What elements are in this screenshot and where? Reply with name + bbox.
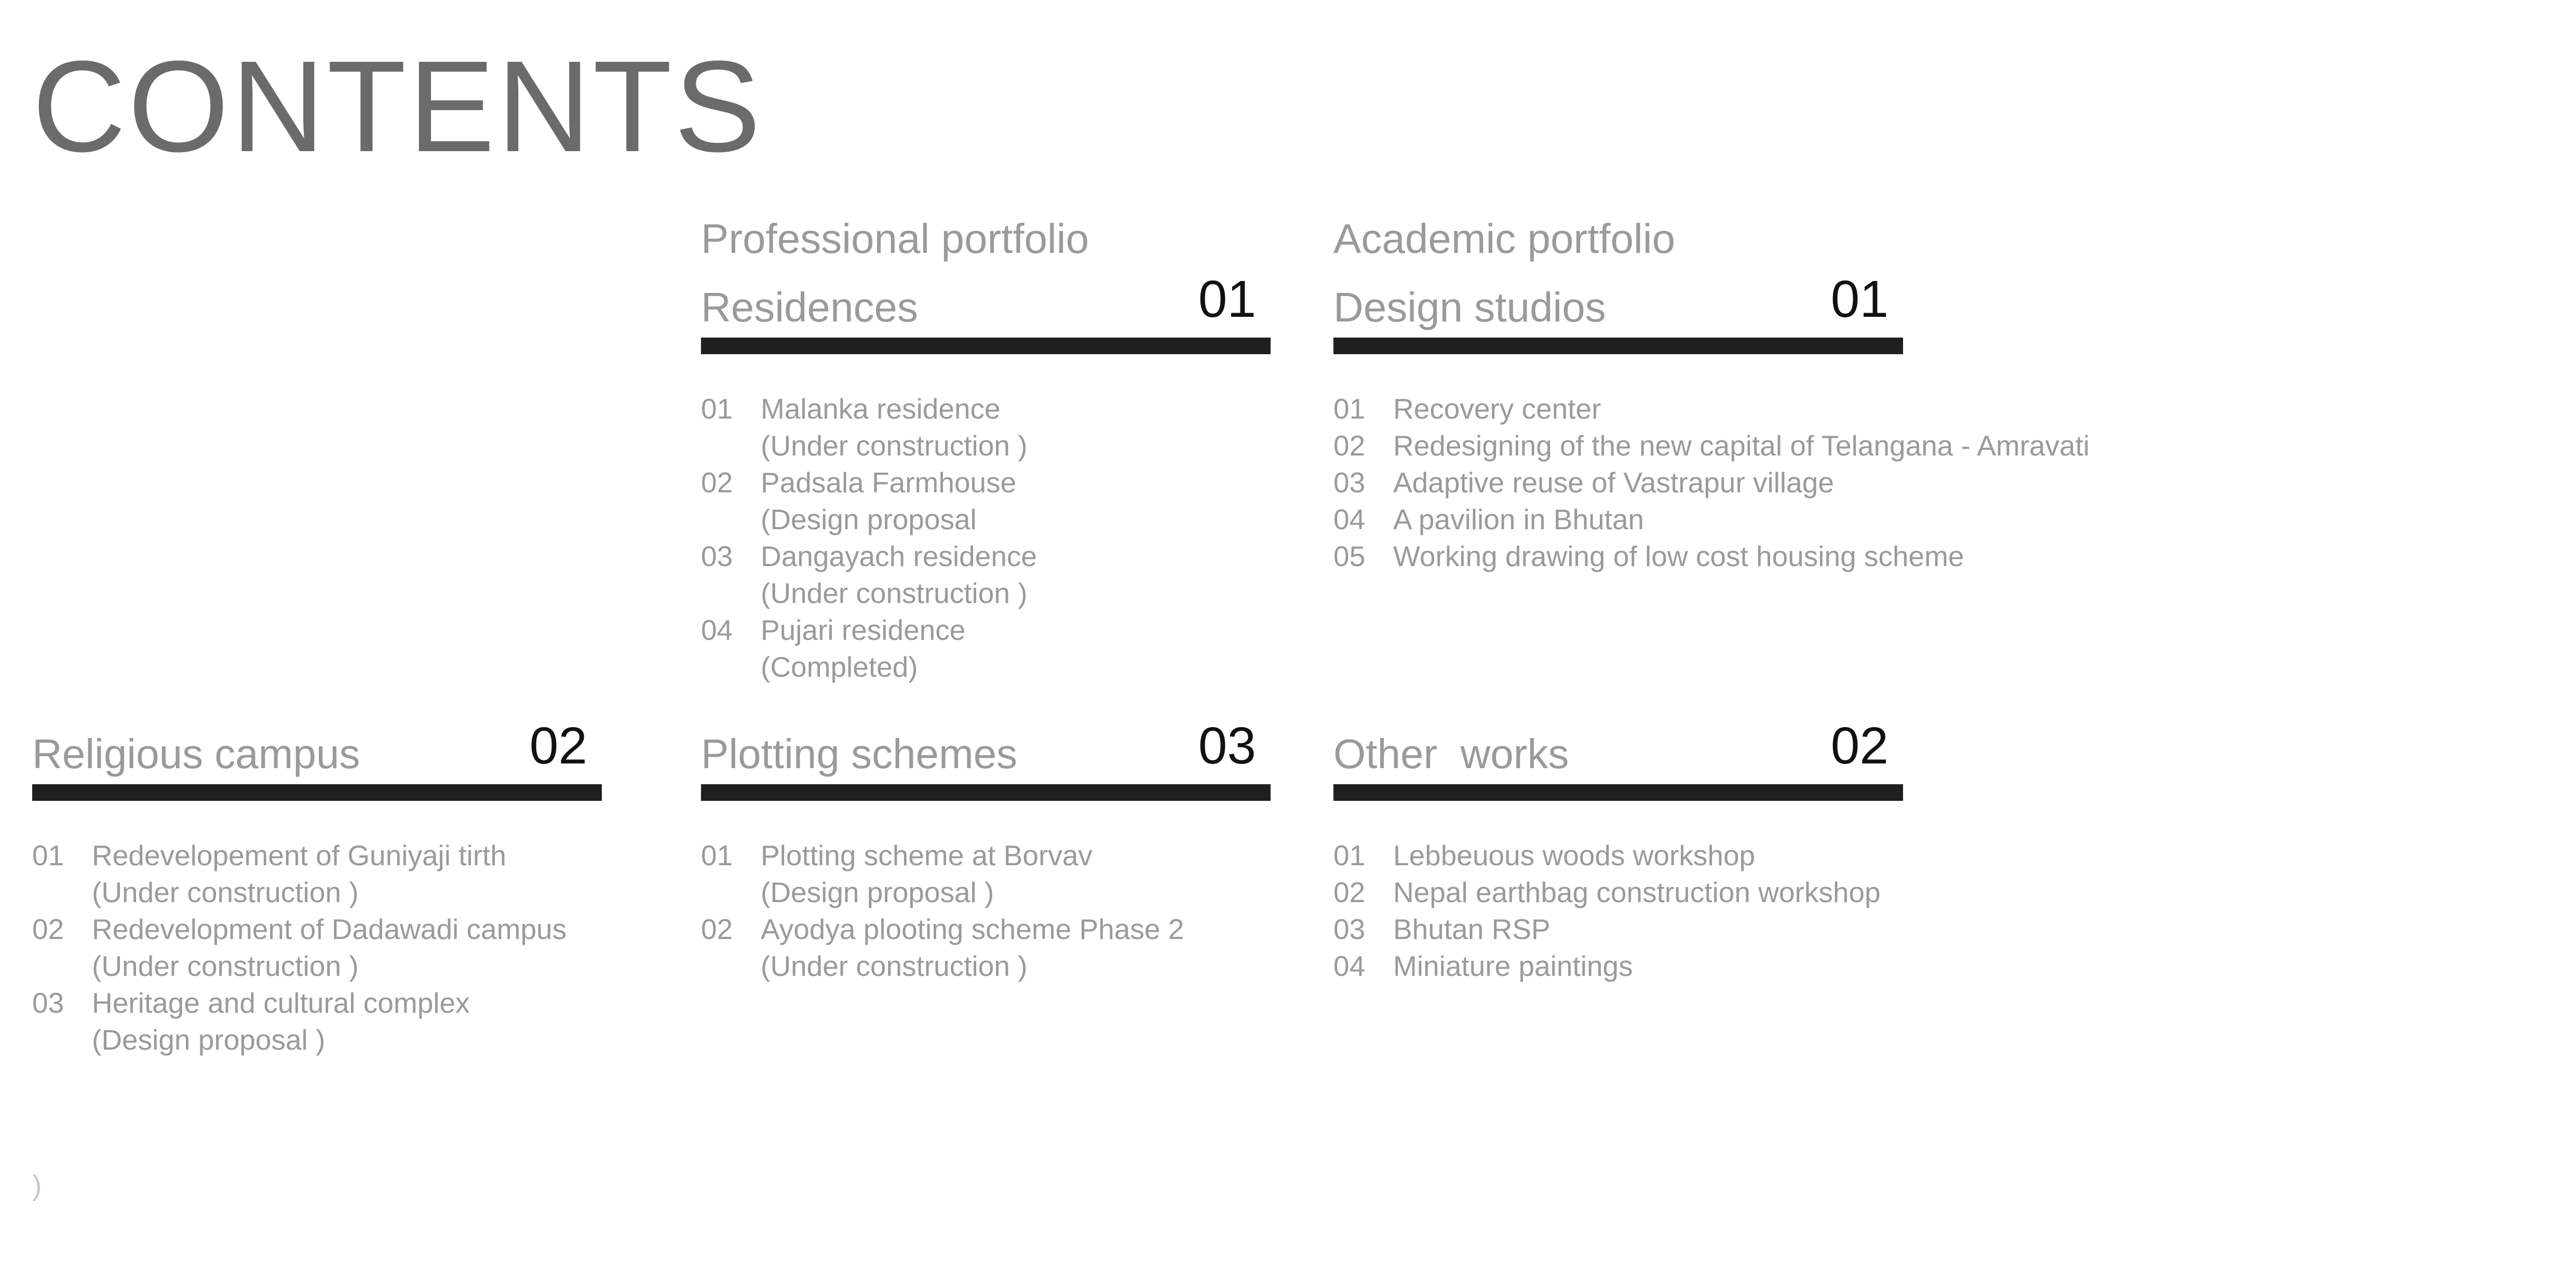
section-header [32, 717, 602, 784]
item-status: (Design proposal ) [761, 876, 994, 908]
item-title: Recovery center [1393, 393, 1601, 425]
plotting-schemes-list [701, 837, 1271, 985]
list-item [701, 391, 1271, 464]
plotting-schemes-section [701, 717, 1271, 985]
list-item [701, 911, 1271, 985]
item-number: 02 [701, 466, 733, 499]
list-item [1333, 911, 1903, 948]
item-title: Adaptive reuse of Vastrapur village [1393, 466, 1834, 499]
section-header [701, 717, 1271, 784]
list-item [1333, 948, 1903, 985]
item-title: Padsala Farmhouse [761, 466, 1017, 499]
list-item [701, 612, 1271, 686]
professional-portfolio-label: Professional portfolio [701, 216, 1089, 262]
item-status: (Under construction ) [761, 430, 1028, 462]
section-number: 03 [1198, 717, 1256, 775]
list-item [1333, 538, 1964, 575]
item-number: 02 [1333, 876, 1366, 908]
section-title: Plotting schemes [701, 731, 1018, 777]
item-number: 05 [1333, 540, 1366, 572]
section-divider [701, 784, 1271, 801]
item-title: Pujari residence [761, 614, 966, 646]
section-header [1333, 717, 1903, 784]
design-studios-section [1333, 270, 2090, 575]
item-title: Redevelopement of Guniyaji tirth [92, 839, 506, 871]
item-status: (Design proposal [761, 503, 977, 535]
item-number: 02 [32, 913, 64, 945]
item-number: 01 [1333, 393, 1366, 425]
section-title: Design studios [1333, 284, 1606, 330]
item-status: (Under construction ) [92, 876, 359, 908]
section-number: 02 [1830, 717, 1889, 775]
section-divider [1333, 338, 1903, 354]
section-number: 02 [529, 717, 587, 775]
item-status: (Under construction ) [92, 950, 359, 982]
item-number: 01 [701, 839, 733, 871]
list-item [1333, 391, 1903, 427]
section-header [1333, 270, 1903, 338]
item-title: Redesigning of the new capital of Telangana - Amravati [1393, 430, 2090, 462]
page-title: CONTENTS [32, 34, 763, 179]
list-item [1333, 427, 2090, 464]
religious-campus-list [32, 837, 602, 1058]
residences-list [701, 391, 1271, 686]
item-number: 03 [1333, 466, 1366, 499]
item-status: (Under construction ) [761, 950, 1028, 982]
item-number: 02 [1333, 430, 1366, 462]
item-title: Malanka residence [761, 393, 1001, 425]
section-title: Religious campus [32, 731, 360, 777]
item-number: 03 [32, 987, 64, 1019]
item-title: Lebbeuous woods workshop [1393, 839, 1756, 871]
list-item [32, 985, 602, 1058]
section-number: 01 [1198, 270, 1256, 328]
item-title: Miniature paintings [1393, 950, 1633, 982]
item-title: Working drawing of low cost housing scheme [1393, 540, 1964, 572]
page-mark: ) [32, 1169, 42, 1201]
item-title: A pavilion in Bhutan [1393, 503, 1644, 535]
list-item [32, 911, 602, 985]
item-status: (Completed) [761, 651, 918, 683]
academic-portfolio-label: Academic portfolio [1333, 216, 1676, 262]
list-item [701, 464, 1271, 538]
religious-campus-section [32, 717, 602, 1058]
section-divider [1333, 784, 1903, 801]
list-item [701, 837, 1271, 911]
list-item [1333, 464, 1903, 501]
item-title: Redevelopment of Dadawadi campus [92, 913, 567, 945]
list-item [1333, 837, 1903, 874]
list-item [32, 837, 602, 911]
list-item [701, 538, 1271, 612]
item-number: 03 [701, 540, 733, 572]
section-number: 01 [1830, 270, 1889, 328]
item-status: (Under construction ) [761, 577, 1028, 609]
list-item [1333, 501, 1903, 538]
item-title: Plotting scheme at Borvav [761, 839, 1093, 871]
item-number: 04 [1333, 503, 1366, 535]
item-number: 01 [701, 393, 733, 425]
section-divider [701, 338, 1271, 354]
item-number: 01 [1333, 839, 1366, 871]
section-header [701, 270, 1271, 338]
item-number: 03 [1333, 913, 1366, 945]
other-works-section [1333, 717, 1903, 985]
item-title: Bhutan RSP [1393, 913, 1550, 945]
design-studios-list [1333, 391, 2090, 575]
item-number: 04 [1333, 950, 1366, 982]
section-divider [32, 784, 602, 801]
item-status: (Design proposal ) [92, 1024, 326, 1056]
item-title: Nepal earthbag construction workshop [1393, 876, 1881, 908]
section-title: Residences [701, 284, 919, 330]
list-item [1333, 874, 1903, 911]
item-title: Ayodya plooting scheme Phase 2 [761, 913, 1184, 945]
other-works-list [1333, 837, 1903, 985]
residences-section [701, 270, 1271, 686]
section-title: Other works [1333, 731, 1569, 777]
item-number: 01 [32, 839, 64, 871]
item-title: Dangayach residence [761, 540, 1037, 572]
item-number: 04 [701, 614, 733, 646]
item-title: Heritage and cultural complex [92, 987, 470, 1019]
item-number: 02 [701, 913, 733, 945]
